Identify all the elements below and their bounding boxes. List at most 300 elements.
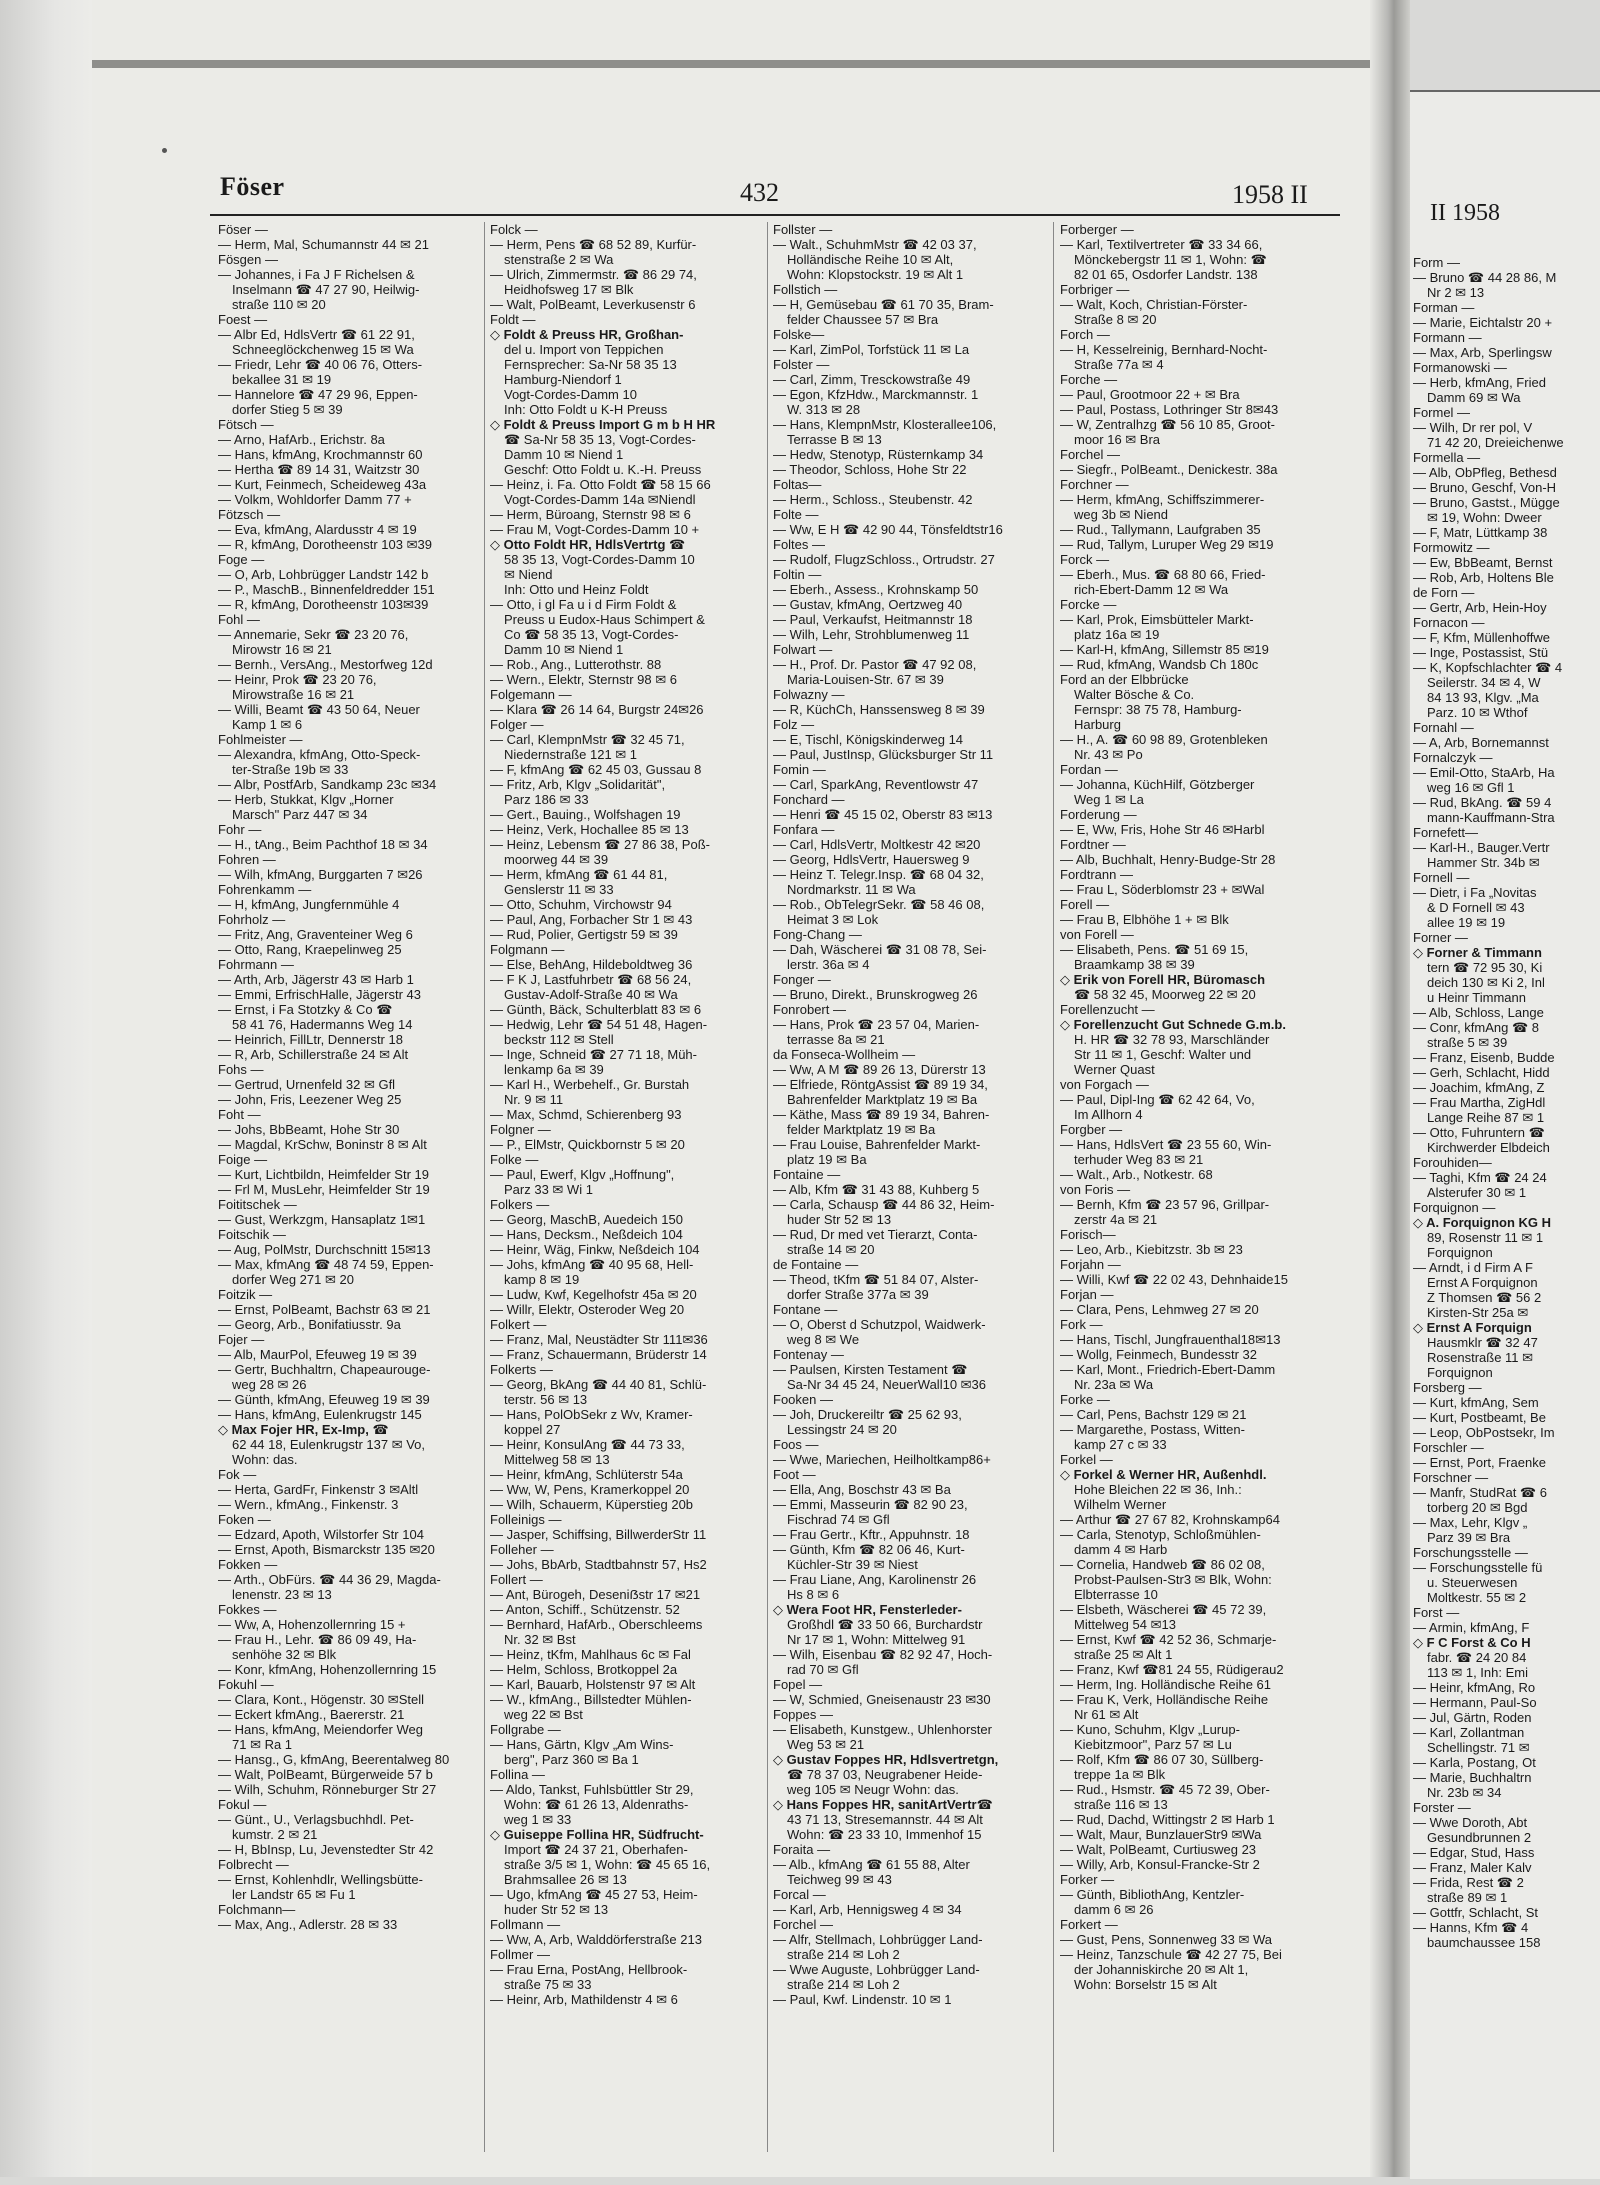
directory-entry: Nr 61 ✉ Alt bbox=[1074, 1707, 1139, 1722]
directory-entry: Genslerstr 11 ✉ 33 bbox=[504, 882, 614, 897]
directory-entry: — Ww, A M ☎ 89 26 13, Dürerstr 13 bbox=[773, 1062, 986, 1077]
directory-entry: — Rolf, Kfm ☎ 86 07 30, Süllberg- bbox=[1060, 1752, 1264, 1767]
directory-entry: Nr. 32 ✉ Bst bbox=[504, 1632, 576, 1647]
surname-heading: Folkert — bbox=[490, 1317, 547, 1332]
directory-entry: — Helm, Schloss, Brotkoppel 2a bbox=[490, 1662, 678, 1677]
directory-entry: — Jasper, Schiffsing, BillwerderStr 11 bbox=[490, 1527, 707, 1542]
directory-entry: — Rud, kfmAng, Wandsb Ch 180c bbox=[1060, 657, 1259, 672]
directory-entry: — F, kfmAng ☎ 62 45 03, Gussau 8 bbox=[490, 762, 702, 777]
surname-heading: Foken — bbox=[218, 1512, 271, 1527]
directory-entry: — Wilh, Schauerm, Küperstieg 20b bbox=[490, 1497, 694, 1512]
directory-entry: — H, kfmAng, Jungfernmühle 4 bbox=[218, 897, 400, 912]
scan-left-margin bbox=[0, 0, 92, 2177]
directory-entry: — Georg, HdlsVertr, Hauersweg 9 bbox=[773, 852, 970, 867]
directory-entry: — Annemarie, Sekr ☎ 23 20 76, bbox=[218, 627, 409, 642]
directory-entry: Inh: Otto Foldt u K-H Preuss bbox=[504, 402, 668, 417]
directory-entry: ◇ Guiseppe Follina HR, Südfrucht- bbox=[490, 1827, 704, 1842]
directory-entry: — Wilh, Dr rer pol, V bbox=[1413, 420, 1533, 435]
directory-entry: — Rud, Polier, Gertigstr 59 ✉ 39 bbox=[490, 927, 678, 942]
directory-entry: — Frida, Rest ☎ 2 bbox=[1413, 1875, 1524, 1890]
surname-heading: Follert — bbox=[490, 1572, 543, 1587]
directory-entry: Großhdl ☎ 33 50 66, Burchardstr bbox=[787, 1617, 983, 1632]
directory-entry: — Paul, Kwf. Lindenstr. 10 ✉ 1 bbox=[773, 1992, 952, 2007]
surname-heading: Fontane — bbox=[773, 1302, 838, 1317]
directory-entry: Teichweg 99 ✉ 43 bbox=[787, 1872, 892, 1887]
directory-entry: — Marie, Buchhaltrn bbox=[1413, 1770, 1532, 1785]
directory-entry: — Karl H., Werbehelf., Gr. Burstah bbox=[490, 1077, 690, 1092]
directory-entry: — Ernst, i Fa Stotzky & Co ☎ bbox=[218, 1002, 393, 1017]
directory-entry: torberg 20 ✉ Bgd bbox=[1427, 1500, 1528, 1515]
directory-entry: straße 3/5 ✉ 1, Wohn: ☎ 45 65 16, bbox=[504, 1857, 711, 1872]
directory-entry: — Ugo, kfmAng ☎ 45 27 53, Heim- bbox=[490, 1887, 698, 1902]
directory-entry: huder Str 52 ✉ 13 bbox=[504, 1902, 609, 1917]
surname-heading: Forschungsstelle — bbox=[1413, 1545, 1528, 1560]
directory-entry: — R, KüchCh, Hanssensweg 8 ✉ 39 bbox=[773, 702, 985, 717]
directory-entry: — Cornelia, Handweb ☎ 86 02 08, bbox=[1060, 1557, 1265, 1572]
directory-entry: — Frau Gertr., Kftr., Appuhnstr. 18 bbox=[773, 1527, 970, 1542]
directory-entry: — Carl, SparkAng, Reventlowstr 47 bbox=[773, 777, 979, 792]
directory-entry: — Kurt, Lichtbildn, Heimfelder Str 19 bbox=[218, 1167, 429, 1182]
directory-entry: Ford an der Elbbrücke bbox=[1060, 672, 1189, 687]
directory-entry: — Bruno ☎ 44 28 86, M bbox=[1413, 270, 1557, 285]
directory-entry: ◇ Forner & Timmann bbox=[1413, 945, 1542, 960]
surname-heading: Forschler — bbox=[1413, 1440, 1484, 1455]
directory-entry: Nr. 23b ✉ 34 bbox=[1427, 1785, 1502, 1800]
directory-entry: — W, Zentralhzg ☎ 56 10 85, Groot- bbox=[1060, 417, 1275, 432]
directory-entry: — Kurt, Feinmech, Scheideweg 43a bbox=[218, 477, 427, 492]
directory-entry: — Franz, Schauermann, Brüderstr 14 bbox=[490, 1347, 707, 1362]
directory-entry: — Willi, Beamt ☎ 43 50 64, Neuer bbox=[218, 702, 420, 717]
directory-entry: — Franz, Eisenb, Budde bbox=[1413, 1050, 1555, 1065]
directory-entry: — Emmi, Masseurin ☎ 82 90 23, bbox=[773, 1497, 968, 1512]
directory-entry: mann-Kauffmann-Stra bbox=[1427, 810, 1555, 825]
surname-heading: Fokuhl — bbox=[218, 1677, 274, 1692]
directory-entry: ter-Straße 19b ✉ 33 bbox=[232, 762, 349, 777]
directory-entry: — Else, BehAng, Hildeboldtweg 36 bbox=[490, 957, 693, 972]
directory-entry: — Arthur ☎ 27 67 82, Krohnskamp64 bbox=[1060, 1512, 1280, 1527]
directory-entry: — Hans, kfmAng, Eulenkrugstr 145 bbox=[218, 1407, 422, 1422]
surname-heading: Fok — bbox=[218, 1467, 257, 1482]
directory-entry: — Anton, Schiff., Schützenstr. 52 bbox=[490, 1602, 680, 1617]
directory-entry: — Ew, BbBeamt, Bernst bbox=[1413, 555, 1553, 570]
surname-heading: Forberger — bbox=[1060, 222, 1134, 237]
directory-entry: Mittelweg 54 ✉13 bbox=[1074, 1617, 1176, 1632]
directory-entry: — Paul, Postass, Lothringer Str 8✉43 bbox=[1060, 402, 1279, 417]
directory-entry: — Johs, BbBeamt, Hohe Str 30 bbox=[218, 1122, 400, 1137]
directory-entry: — Rud., Hsmstr. ☎ 45 72 39, Ober- bbox=[1060, 1782, 1270, 1797]
surname-heading: Formel — bbox=[1413, 405, 1471, 420]
directory-entry: — Kurt, kfmAng, Sem bbox=[1413, 1395, 1539, 1410]
directory-entry: Marsch" Parz 447 ✉ 34 bbox=[232, 807, 368, 822]
directory-entry: — O, Arb, Lohbrügger Landstr 142 b bbox=[218, 567, 429, 582]
header-rule bbox=[210, 214, 1340, 216]
directory-entry: Damm 69 ✉ Wa bbox=[1427, 390, 1521, 405]
directory-entry: 58 35 13, Vogt-Cordes-Damm 10 bbox=[504, 552, 695, 567]
surname-heading: Foest — bbox=[218, 312, 268, 327]
directory-entry: zerstr 4a ✉ 21 bbox=[1074, 1212, 1158, 1227]
directory-entry: — Carla, Stenotyp, Schloßmühlen- bbox=[1060, 1527, 1261, 1542]
surname-heading: Fong-Chang — bbox=[773, 927, 862, 942]
directory-entry: — Jul, Gärtn, Roden bbox=[1413, 1710, 1532, 1725]
surname-heading: Folte — bbox=[773, 507, 819, 522]
directory-entry: — Fritz, Ang, Graventeiner Weg 6 bbox=[218, 927, 413, 942]
directory-entry: — Konr, kfmAng, Hohenzollernring 15 bbox=[218, 1662, 437, 1677]
surname-heading: Fösgen — bbox=[218, 252, 278, 267]
facing-page-column bbox=[1413, 255, 1600, 2185]
directory-entry: — Wwe Doroth, Abt bbox=[1413, 1815, 1528, 1830]
surname-heading: Fontenay — bbox=[773, 1347, 844, 1362]
directory-entry: straße 5 ✉ 39 bbox=[1427, 1035, 1508, 1050]
directory-entry: 71 ✉ Ra 1 bbox=[232, 1737, 293, 1752]
directory-entry: — Wilh, Eisenbau ☎ 82 92 47, Hoch- bbox=[773, 1647, 993, 1662]
directory-entry: Moltkestr. 55 ✉ 2 bbox=[1427, 1590, 1527, 1605]
directory-entry: lenkamp 6a ✉ 39 bbox=[504, 1062, 604, 1077]
directory-entry: — Clara, Kont., Högenstr. 30 ✉Stell bbox=[218, 1692, 424, 1707]
directory-entry: — Heinr, kfmAng, Schlüterstr 54a bbox=[490, 1467, 683, 1482]
surname-heading: von Forell — bbox=[1060, 927, 1134, 942]
directory-entry: — Kurt, Postbeamt, Be bbox=[1413, 1410, 1546, 1425]
directory-entry: — Heinr, Arb, Mathildenstr 4 ✉ 6 bbox=[490, 1992, 678, 2007]
directory-entry: — Hansg., G, kfmAng, Beerentalweg 80 bbox=[218, 1752, 450, 1767]
directory-entry: Gesundbrunnen 2 bbox=[1427, 1830, 1532, 1845]
directory-entry: — Bruno, Direkt., Brunskrogweg 26 bbox=[773, 987, 978, 1002]
directory-entry: ◇ Ernst A Forquign bbox=[1413, 1320, 1532, 1335]
directory-entry: Parz 186 ✉ 33 bbox=[504, 792, 589, 807]
directory-entry: Lessingstr 24 ✉ 20 bbox=[787, 1422, 897, 1437]
directory-entry: — Frau K, Verk, Holländische Reihe bbox=[1060, 1692, 1269, 1707]
directory-entry: Schneeglöckchenweg 15 ✉ Wa bbox=[232, 342, 414, 357]
directory-entry: Sa-Nr 34 45 24, NeuerWall10 ✉36 bbox=[787, 1377, 987, 1392]
surname-heading: Fordtrann — bbox=[1060, 867, 1133, 882]
directory-entry: berg", Parz 360 ✉ Ba 1 bbox=[504, 1752, 639, 1767]
directory-entry: ◇ Forellenzucht Gut Schnede G.m.b. bbox=[1060, 1017, 1286, 1032]
surname-heading: Foltin — bbox=[773, 567, 822, 582]
directory-entry: — Paul, Ang, Forbacher Str 1 ✉ 43 bbox=[490, 912, 693, 927]
facing-page-year-volume: II 1958 bbox=[1430, 200, 1500, 226]
directory-entry: — Walt, PolBeamt, Leverkusenstr 6 bbox=[490, 297, 696, 312]
directory-entry: — Herta, GardFr, Finkenstr 3 ✉Altl bbox=[218, 1482, 419, 1497]
surname-heading: Folleinigs — bbox=[490, 1512, 562, 1527]
directory-entry: — Wollg, Feinmech, Bundesstr 32 bbox=[1060, 1347, 1258, 1362]
directory-entry: — Wilh, Schuhm, Rönneburger Str 27 bbox=[218, 1782, 437, 1797]
directory-entry: — Friedr, Lehr ☎ 40 06 76, Otters- bbox=[218, 357, 423, 372]
directory-entry: Brahmsallee 26 ✉ 13 bbox=[504, 1872, 627, 1887]
directory-entry: — Hermann, Paul-So bbox=[1413, 1695, 1537, 1710]
directory-entry: — Paul, Dipl-Ing ☎ 62 42 64, Vo, bbox=[1060, 1092, 1255, 1107]
directory-entry: — Walt, PolBeamt, Bürgerweide 57 b bbox=[218, 1767, 433, 1782]
directory-entry: Damm 10 ✉ Niend 1 bbox=[504, 642, 624, 657]
directory-entry: — Inge, Schneid ☎ 27 71 18, Müh- bbox=[490, 1047, 697, 1062]
directory-entry: Fernspr: 38 75 78, Hamburg- bbox=[1074, 702, 1242, 717]
surname-heading: Forgber — bbox=[1060, 1122, 1123, 1137]
directory-entry: ☎ Sa-Nr 58 35 13, Vogt-Cordes- bbox=[504, 432, 696, 447]
directory-entry: — Karl, Zollantman bbox=[1413, 1725, 1525, 1740]
directory-entry: — Heinz, tKfm, Mahlhaus 6c ✉ Fal bbox=[490, 1647, 691, 1662]
directory-entry: — Hans, kfmAng, Meiendorfer Weg bbox=[218, 1722, 423, 1737]
directory-column-4 bbox=[1060, 222, 1323, 2152]
directory-entry: — Paul, Verkaufst, Heitmannstr 18 bbox=[773, 612, 973, 627]
surname-heading: Folke — bbox=[490, 1152, 539, 1167]
directory-entry: — Willy, Arb, Konsul-Francke-Str 2 bbox=[1060, 1857, 1260, 1872]
directory-entry: — Margarethe, Postass, Witten- bbox=[1060, 1422, 1245, 1437]
directory-entry: huder Str 52 ✉ 13 bbox=[787, 1212, 892, 1227]
directory-entry: — Bernhard, HafArb., Oberschleems bbox=[490, 1617, 703, 1632]
directory-entry: Z Thomsen ☎ 56 2 bbox=[1427, 1290, 1542, 1305]
surname-heading: Forsberg — bbox=[1413, 1380, 1482, 1395]
surname-heading: Forch — bbox=[1060, 327, 1110, 342]
directory-entry: 82 01 65, Osdorfer Landstr. 138 bbox=[1074, 267, 1258, 282]
directory-entry: — Alb, MaurPol, Efeuweg 19 ✉ 39 bbox=[218, 1347, 417, 1362]
directory-entry: Alsterufer 30 ✉ 1 bbox=[1427, 1185, 1527, 1200]
directory-entry: weg 28 ✉ 26 bbox=[232, 1377, 307, 1392]
directory-entry: straße 214 ✉ Loh 2 bbox=[787, 1977, 900, 1992]
directory-entry: Preuss u Eudox-Haus Schimpert & bbox=[504, 612, 705, 627]
directory-entry: — Max, Lehr, Klgv „ bbox=[1413, 1515, 1528, 1530]
directory-entry: Werner Quast bbox=[1074, 1062, 1155, 1077]
page-year-volume: 1958 II bbox=[1232, 180, 1308, 209]
directory-entry: — Volkm, Wohldorfer Damm 77 + bbox=[218, 492, 412, 507]
directory-entry: — Arndt, i d Firm A F bbox=[1413, 1260, 1533, 1275]
surname-heading: Fordan — bbox=[1060, 762, 1118, 777]
directory-entry: Wohn: das. bbox=[232, 1452, 298, 1467]
directory-entry: — A, Arb, Bornemannst bbox=[1413, 735, 1549, 750]
directory-entry: rad 70 ✉ Gfl bbox=[787, 1662, 859, 1677]
directory-entry: platz 16a ✉ 19 bbox=[1074, 627, 1160, 642]
directory-entry: — Ella, Ang, Boschstr 43 ✉ Ba bbox=[773, 1482, 951, 1497]
directory-entry: — Frau L, Söderblomstr 23 + ✉Wal bbox=[1060, 882, 1265, 897]
directory-entry: — Taghi, Kfm ☎ 24 24 bbox=[1413, 1170, 1547, 1185]
surname-heading: Follmann — bbox=[490, 1917, 561, 1932]
directory-entry: — Arth., ObFürs. ☎ 44 36 29, Magda- bbox=[218, 1572, 441, 1587]
directory-entry: — Siegfr., PolBeamt., Denickestr. 38a bbox=[1060, 462, 1278, 477]
directory-entry: Terrasse B ✉ 13 bbox=[787, 432, 882, 447]
surname-heading: Fornacon — bbox=[1413, 615, 1485, 630]
directory-entry: — Bruno, Geschf, Von-H bbox=[1413, 480, 1557, 495]
directory-entry: — Magdal, KrSchw, Boninstr 8 ✉ Alt bbox=[218, 1137, 427, 1152]
directory-entry: — Emil-Otto, StaArb, Ha bbox=[1413, 765, 1555, 780]
surname-heading: Folwart — bbox=[773, 642, 833, 657]
directory-entry: — Otto, Schuhm, Virchowstr 94 bbox=[490, 897, 672, 912]
directory-entry: Wohn: Borselstr 15 ✉ Alt bbox=[1074, 1977, 1217, 1992]
surname-heading: Foitzik — bbox=[218, 1287, 273, 1302]
surname-heading: de Forn — bbox=[1413, 585, 1475, 600]
directory-entry: u. Steuerwesen bbox=[1427, 1575, 1518, 1590]
surname-heading: Forouhiden— bbox=[1413, 1155, 1492, 1170]
directory-entry: lenenstr. 23 ✉ 13 bbox=[232, 1587, 332, 1602]
directory-entry: straße 14 ✉ 20 bbox=[787, 1242, 875, 1257]
directory-entry: baumchaussee 158 bbox=[1427, 1935, 1541, 1950]
directory-entry: — Wwe Auguste, Lohbrügger Land- bbox=[773, 1962, 980, 1977]
directory-entry: — Carl, Zimm, Tresckowstraße 49 bbox=[773, 372, 971, 387]
directory-entry: terstr. 56 ✉ 13 bbox=[504, 1392, 588, 1407]
directory-entry: — Frau B, Elbhöhe 1 + ✉ Blk bbox=[1060, 912, 1229, 927]
surname-heading: Foos — bbox=[773, 1437, 819, 1452]
directory-entry: ◇ Hans Foppes HR, sanitArtVertr☎ bbox=[773, 1797, 993, 1812]
surname-heading: Föser — bbox=[218, 222, 268, 237]
directory-column-3 bbox=[773, 222, 1036, 2152]
directory-entry: — Hans, HdlsVert ☎ 23 55 60, Win- bbox=[1060, 1137, 1272, 1152]
directory-entry: — H., Prof. Dr. Pastor ☎ 47 92 08, bbox=[773, 657, 977, 672]
surname-heading: Forchner — bbox=[1060, 477, 1129, 492]
directory-entry: — Herm, Mal, Schumannstr 44 ✉ 21 bbox=[218, 237, 430, 252]
directory-entry: — Ludw, Kwf, Kegelhofstr 45a ✉ 20 bbox=[490, 1287, 697, 1302]
surname-heading: Fordtner — bbox=[1060, 837, 1126, 852]
directory-entry: kamp 27 c ✉ 33 bbox=[1074, 1437, 1167, 1452]
directory-entry: — Joh, Druckereiltr ☎ 25 62 93, bbox=[773, 1407, 962, 1422]
directory-entry: — Walt, Koch, Christian-Förster- bbox=[1060, 297, 1248, 312]
surname-heading: Folwazny — bbox=[773, 687, 845, 702]
directory-entry: — Karl, ZimPol, Torfstück 11 ✉ La bbox=[773, 342, 970, 357]
directory-entry: lerstr. 36a ✉ 4 bbox=[787, 957, 870, 972]
surname-heading: Foppes — bbox=[773, 1707, 833, 1722]
directory-entry: — K, Kopfschlachter ☎ 4 bbox=[1413, 660, 1563, 675]
surname-heading: Fojer — bbox=[218, 1332, 265, 1347]
surname-heading: Forke — bbox=[1060, 1392, 1110, 1407]
surname-heading: Folbrecht — bbox=[218, 1857, 289, 1872]
surname-heading: Fohr — bbox=[218, 822, 262, 837]
directory-entry: — Max, Arb, Sperlingsw bbox=[1413, 345, 1552, 360]
surname-heading: Foraita — bbox=[773, 1842, 831, 1857]
directory-entry: — R, kfmAng, Dorotheenstr 103✉39 bbox=[218, 597, 429, 612]
directory-entry: tern ☎ 72 95 30, Ki bbox=[1427, 960, 1543, 975]
directory-entry: Heimat 3 ✉ Lok bbox=[787, 912, 879, 927]
directory-entry: bekallee 31 ✉ 19 bbox=[232, 372, 332, 387]
surname-heading: Fohs — bbox=[218, 1062, 264, 1077]
directory-entry: — Elsbeth, Wäscherei ☎ 45 72 39, bbox=[1060, 1602, 1267, 1617]
directory-entry: — Carl, KlempnMstr ☎ 32 45 71, bbox=[490, 732, 685, 747]
surname-heading: Foge — bbox=[218, 552, 265, 567]
surname-heading: Fornell — bbox=[1413, 870, 1470, 885]
directory-entry: Fernsprecher: Sa-Nr 58 35 13 bbox=[504, 357, 677, 372]
directory-entry: — Rud, Dachd, Wittingstr 2 ✉ Harb 1 bbox=[1060, 1812, 1275, 1827]
directory-entry: Nr. 23a ✉ Wa bbox=[1074, 1377, 1154, 1392]
directory-entry: ◇ F C Forst & Co H bbox=[1413, 1635, 1531, 1650]
surname-heading: Folgmann — bbox=[490, 942, 565, 957]
directory-entry: Wohn: Klopstockstr. 19 ✉ Alt 1 bbox=[787, 267, 964, 282]
directory-entry: senhöhe 32 ✉ Blk bbox=[232, 1647, 337, 1662]
surname-heading: Forellenzucht — bbox=[1060, 1002, 1155, 1017]
directory-entry: — Käthe, Mass ☎ 89 19 34, Bahren- bbox=[773, 1107, 990, 1122]
directory-entry: terhuder Weg 83 ✉ 21 bbox=[1074, 1152, 1204, 1167]
surname-heading: Fomin — bbox=[773, 762, 826, 777]
directory-entry: ◇ Foldt & Preuss Import G m b H HR bbox=[490, 417, 716, 432]
page-number: 432 bbox=[740, 178, 779, 207]
directory-entry: — Theodor, Schloss, Hohe Str 22 bbox=[773, 462, 967, 477]
surname-heading: Folck — bbox=[490, 222, 538, 237]
directory-entry: — Armin, kfmAng, F bbox=[1413, 1620, 1530, 1635]
surname-heading: Formanowski — bbox=[1413, 360, 1507, 375]
directory-entry: — Alexandra, kfmAng, Otto-Speck- bbox=[218, 747, 421, 762]
directory-entry: — Hedwig, Lehr ☎ 54 51 48, Hagen- bbox=[490, 1017, 708, 1032]
directory-entry: 71 42 20, Dreieichenwe bbox=[1427, 435, 1564, 450]
surname-heading: Forkel — bbox=[1060, 1452, 1113, 1467]
directory-entry: Geschf: Otto Foldt u. K.-H. Preuss bbox=[504, 462, 702, 477]
directory-entry: — Gert., Bauing., Wolfshagen 19 bbox=[490, 807, 681, 822]
directory-entry: — Inge, Postassist, Stü bbox=[1413, 645, 1549, 660]
directory-entry: deich 130 ✉ Ki 2, Inl bbox=[1427, 975, 1545, 990]
directory-entry: terrasse 8a ✉ 21 bbox=[787, 1032, 885, 1047]
directory-entry: dorfer Straße 377a ✉ 39 bbox=[787, 1287, 929, 1302]
directory-entry: — Karl, Textilvertreter ☎ 33 34 66, bbox=[1060, 237, 1263, 252]
directory-entry: felder Marktplatz 19 ✉ Ba bbox=[787, 1122, 936, 1137]
directory-entry: — Max, kfmAng ☎ 48 74 59, Eppen- bbox=[218, 1257, 434, 1272]
directory-entry: Walter Bösche & Co. bbox=[1074, 687, 1195, 702]
directory-entry: — Alb, Buchhalt, Henry-Budge-Str 28 bbox=[1060, 852, 1276, 867]
directory-entry: Seilerstr. 34 ✉ 4, W bbox=[1427, 675, 1541, 690]
directory-entry: — Herm, kfmAng ☎ 61 44 81, bbox=[490, 867, 668, 882]
directory-entry: — Heinz, Tanzschule ☎ 42 27 75, Bei bbox=[1060, 1947, 1282, 1962]
surname-heading: Fokul — bbox=[218, 1797, 267, 1812]
directory-entry: — Walt., SchuhmMstr ☎ 42 03 37, bbox=[773, 237, 977, 252]
directory-entry: Weg 1 ✉ La bbox=[1074, 792, 1144, 807]
directory-entry: — Elisabeth, Kunstgew., Uhlenhorster bbox=[773, 1722, 992, 1737]
surname-heading: Fopel — bbox=[773, 1677, 823, 1692]
surname-heading: Fohlmeister — bbox=[218, 732, 303, 747]
directory-entry: beckstr 112 ✉ Stell bbox=[504, 1032, 614, 1047]
directory-entry: Inselmann ☎ 47 27 90, Heilwig- bbox=[232, 282, 420, 297]
directory-entry: — Walt, Maur, BunzlauerStr9 ✉Wa bbox=[1060, 1827, 1262, 1842]
directory-entry: — H, Kesselreinig, Bernhard-Nocht- bbox=[1060, 342, 1268, 357]
surname-heading: Folleher — bbox=[490, 1542, 554, 1557]
directory-entry: — Ww, W, Pens, Kramerkoppel 20 bbox=[490, 1482, 690, 1497]
directory-entry: straße 75 ✉ 33 bbox=[504, 1977, 592, 1992]
surname-heading: Folger — bbox=[490, 717, 544, 732]
directory-entry: — Albr, PostfArb, Sandkamp 23c ✉34 bbox=[218, 777, 437, 792]
directory-entry: — Karl-H., Bauger.Vertr bbox=[1413, 840, 1550, 855]
directory-entry: — Wwe, Mariechen, Heilholtkamp86+ bbox=[773, 1452, 991, 1467]
directory-entry: — Eberh., Assess., Krohnskamp 50 bbox=[773, 582, 979, 597]
directory-entry: — H., tAng., Beim Pachthof 18 ✉ 34 bbox=[218, 837, 428, 852]
directory-entry: — Heinrich, FillLtr, Dennerstr 18 bbox=[218, 1032, 403, 1047]
surname-heading: Follgrabe — bbox=[490, 1722, 561, 1737]
directory-entry: — Ernst, Kohlenhdlr, Wellingsbütte- bbox=[218, 1872, 423, 1887]
directory-entry: Schellingstr. 71 ✉ bbox=[1427, 1740, 1530, 1755]
directory-entry: 113 ✉ 1, Inh: Emi bbox=[1427, 1665, 1528, 1680]
column-divider bbox=[767, 222, 768, 2152]
surname-heading: Forchel — bbox=[1060, 447, 1120, 462]
directory-entry: Heidhofsweg 17 ✉ Blk bbox=[504, 282, 634, 297]
surname-heading: Fornahl — bbox=[1413, 720, 1474, 735]
directory-entry: — Paul, Grootmoor 22 + ✉ Bra bbox=[1060, 387, 1240, 402]
directory-entry: — Günth, Kfm ☎ 82 06 46, Kurt- bbox=[773, 1542, 965, 1557]
surname-heading: Follstich — bbox=[773, 282, 838, 297]
directory-entry: — F, Kfm, Müllenhoffwe bbox=[1413, 630, 1551, 645]
directory-entry: — E, Ww, Fris, Hohe Str 46 ✉Harbl bbox=[1060, 822, 1265, 837]
directory-entry: — Edgar, Stud, Hass bbox=[1413, 1845, 1535, 1860]
directory-entry: Mirowstraße 16 ✉ 21 bbox=[232, 687, 355, 702]
directory-entry: — W., kfmAng., Billstedter Mühlen- bbox=[490, 1692, 692, 1707]
directory-entry: Kirchwerder Elbdeich bbox=[1427, 1140, 1550, 1155]
directory-entry: — Aldo, Tankst, Fuhlsbüttler Str 29, bbox=[490, 1782, 694, 1797]
surname-heading: Forner — bbox=[1413, 930, 1468, 945]
book-gutter bbox=[1370, 0, 1410, 2177]
surname-heading: Fohrholz — bbox=[218, 912, 286, 927]
surname-heading: Folgner — bbox=[490, 1122, 551, 1137]
surname-heading: Fokkes — bbox=[218, 1602, 277, 1617]
directory-entry: — Gottfr, Schlacht, St bbox=[1413, 1905, 1538, 1920]
directory-entry: damm 4 ✉ Harb bbox=[1074, 1542, 1168, 1557]
directory-entry: — Walt, PolBeamt, Curtiusweg 23 bbox=[1060, 1842, 1257, 1857]
directory-entry: — Johanna, KüchHilf, Götzberger bbox=[1060, 777, 1255, 792]
directory-entry: weg 16 ✉ Gfl 1 bbox=[1427, 780, 1515, 795]
surname-heading: Foltes — bbox=[773, 537, 826, 552]
directory-entry: — Rud, Dr med vet Tierarzt, Conta- bbox=[773, 1227, 978, 1242]
page-header-keyword: Föser bbox=[220, 172, 285, 201]
directory-entry: — Ernst, Kwf ☎ 42 52 36, Schmarje- bbox=[1060, 1632, 1277, 1647]
scan-speck bbox=[162, 148, 167, 153]
directory-entry: — Egon, KfzHdw., Marckmannstr. 1 bbox=[773, 387, 979, 402]
directory-entry: — Gust, Werkzgm, Hansaplatz 1✉1 bbox=[218, 1212, 426, 1227]
